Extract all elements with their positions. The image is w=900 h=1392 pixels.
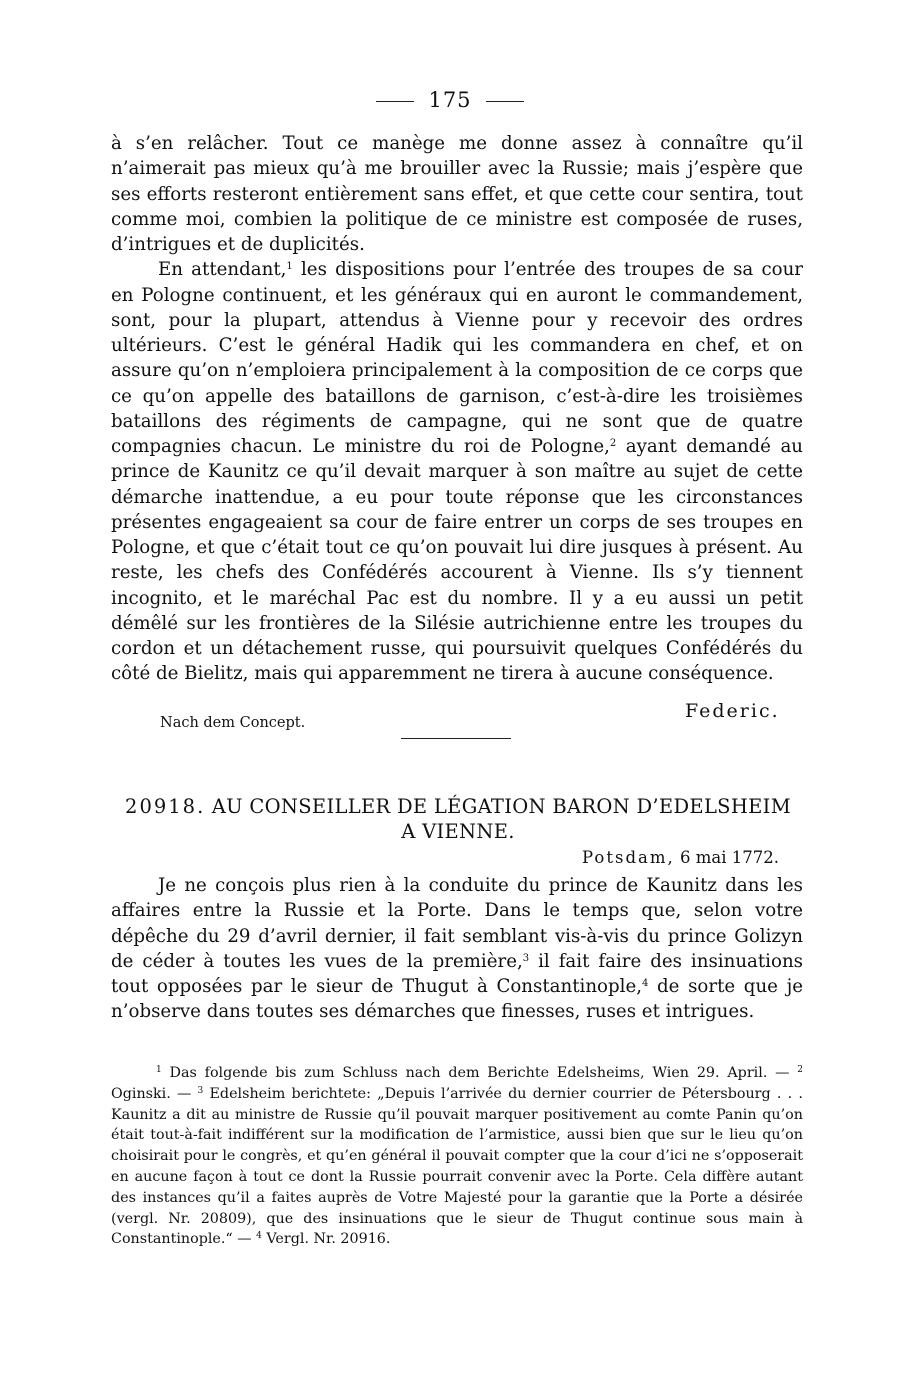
footnote-ref-3: 3 bbox=[522, 952, 530, 964]
paragraph-je-ne-concois bbox=[111, 873, 803, 1025]
paragraph-3-text-c: de sorte que je n’observe dans toutes ses démarches que finesses, ruses et intrigues. bbox=[111, 976, 803, 1023]
footnote-mark-4: 4 bbox=[256, 1231, 262, 1242]
letter-number: 20918. bbox=[125, 795, 206, 818]
letter-heading-line-2: A VIENNE. bbox=[401, 820, 515, 843]
footnote-mark-2: 2 bbox=[797, 1065, 803, 1075]
footnotes bbox=[111, 1063, 803, 1250]
signature: Federic. bbox=[685, 700, 780, 722]
footnote-3-text: Edelsheim berichtete: „Depuis l’arrivée du dernier courrier de Pétersbourg . . . Kaunitz a dit au ministre de Russie qu’il pouvait marquer positivement au comte Panin qu’on était tout-à-fait indifférent sur la modification de l’armistice, aussi bien que sur le lieu qu’on choisirait pour le congrès, et qu’en général il pouvait compter que la cour d’ici ne s’opposerait en aucune façon à tout ce dont la Russie pourrait convenir avec la Porte. Cela diffère autant des instances qu’il a faites auprès de Votre Majesté pour la garantie que la Porte a désirée (vergl. Nr. 20809), que des insinuations que le sieur de Thugut continue sous main à Constantinople.“ — bbox=[111, 1085, 803, 1248]
footnote-2-text: Oginski. — bbox=[111, 1085, 198, 1102]
letter-heading-line-1 bbox=[112, 794, 804, 819]
paragraph-1-text: à s’en relâcher. Tout ce manège me donne assez à connaître qu’il n’aimerait pas mieux qu’à me brouiller avec la Russie; mais j’espère que ses efforts resteront entièrement sans effet, et que cette cour sentira, tout comme moi, combien la politique de ce ministre est composée de ruses, d’intrigues et de duplicités. bbox=[111, 133, 803, 255]
letter-addressee: AU CONSEILLER DE LÉGATION BARON D’EDELSHEIM bbox=[211, 795, 791, 818]
paragraph-2-text-b: les dispositions pour l’entrée des troupes de sa cour en Pologne continuent, et les généraux qui en auront le commandement, sont, pour la plupart, attendus à Vienne pour y recevoir des ordres ultérieurs. C’est le général Hadik qui les commandera en chef, et on assure qu’on n’emploiera principalement à la composition de ce corps que ce qu’on appelle des bataillons de garnison, c’est-à-dire les troisièmes bataillons des régiments de campagne, qui ne sont que de quatre compagnies chacun. Le ministre du roi de Pologne, bbox=[111, 259, 804, 457]
letter-body bbox=[111, 873, 803, 1025]
footnote-mark-3: 3 bbox=[197, 1085, 204, 1096]
footnote-block bbox=[111, 1063, 803, 1250]
footnote-ref-4: 4 bbox=[642, 978, 649, 989]
paragraph-2-text-a: En attendant, bbox=[158, 259, 287, 281]
source-note: Nach dem Concept. bbox=[160, 715, 306, 731]
place: Potsdam, bbox=[582, 848, 675, 867]
place-date bbox=[582, 848, 779, 867]
paragraph-continued bbox=[111, 131, 803, 257]
page-header bbox=[0, 88, 900, 112]
section-separator bbox=[401, 738, 511, 739]
paragraph-3-text-a: Je ne conçois plus rien à la conduite du prince de Kaunitz dans les affaires entre la Russie et la Porte. Dans le temps que, selon votre dépêche du 29 d’avril dernier, il fait semblant vis-à-vis du prince Golizyn de céder à toutes les vues de la première, bbox=[111, 875, 803, 972]
date: 6 mai 1772. bbox=[680, 848, 779, 867]
footnote-1-text: Das folgende bis zum Schluss nach dem Berichte Edelsheims, Wien 29. April. — bbox=[161, 1065, 798, 1081]
letter-continuation bbox=[111, 131, 803, 687]
footnote-mark-1: 1 bbox=[156, 1065, 162, 1075]
header-rule-right bbox=[486, 101, 524, 102]
paragraph-2-text-c: ayant demandé au prince de Kaunitz ce qu’il devait marquer à son maître au sujet de cette démarche inattendue, a eu pour toute réponse que les circonstances présentes engageaient sa cour de faire entrer un corps de ses troupes en Pologne, et que c’était tout ce qu’on pouvait lui dire jusques à présent. Au reste, les chefs des Confédérés accourent à Vienne. Ils s’y tiennent incognito, et le maréchal Pac est du nombre. Il y a eu aussi un petit démêlé sur les frontières de la Silésie autrichienne entre les troupes du cordon et un détachement russe, qui poursuivit quelques Confédérés du côté de Bielitz, mais qui apparemment ne tirera à aucune conséquence. bbox=[111, 436, 803, 685]
footnote-ref-1: 1 bbox=[286, 261, 293, 273]
footnote-ref-2: 2 bbox=[609, 438, 617, 449]
page-number: 175 bbox=[428, 88, 472, 112]
header-rule-left bbox=[376, 101, 414, 102]
paragraph-3-text-b: il fait faire des insinuations tout opposées par le sieur de Thugut à Constantinople, bbox=[111, 950, 803, 997]
paragraph-en-attendant bbox=[111, 257, 803, 686]
letter-heading bbox=[112, 794, 804, 844]
footnote-4-text: Vergl. Nr. 20916. bbox=[261, 1231, 391, 1248]
